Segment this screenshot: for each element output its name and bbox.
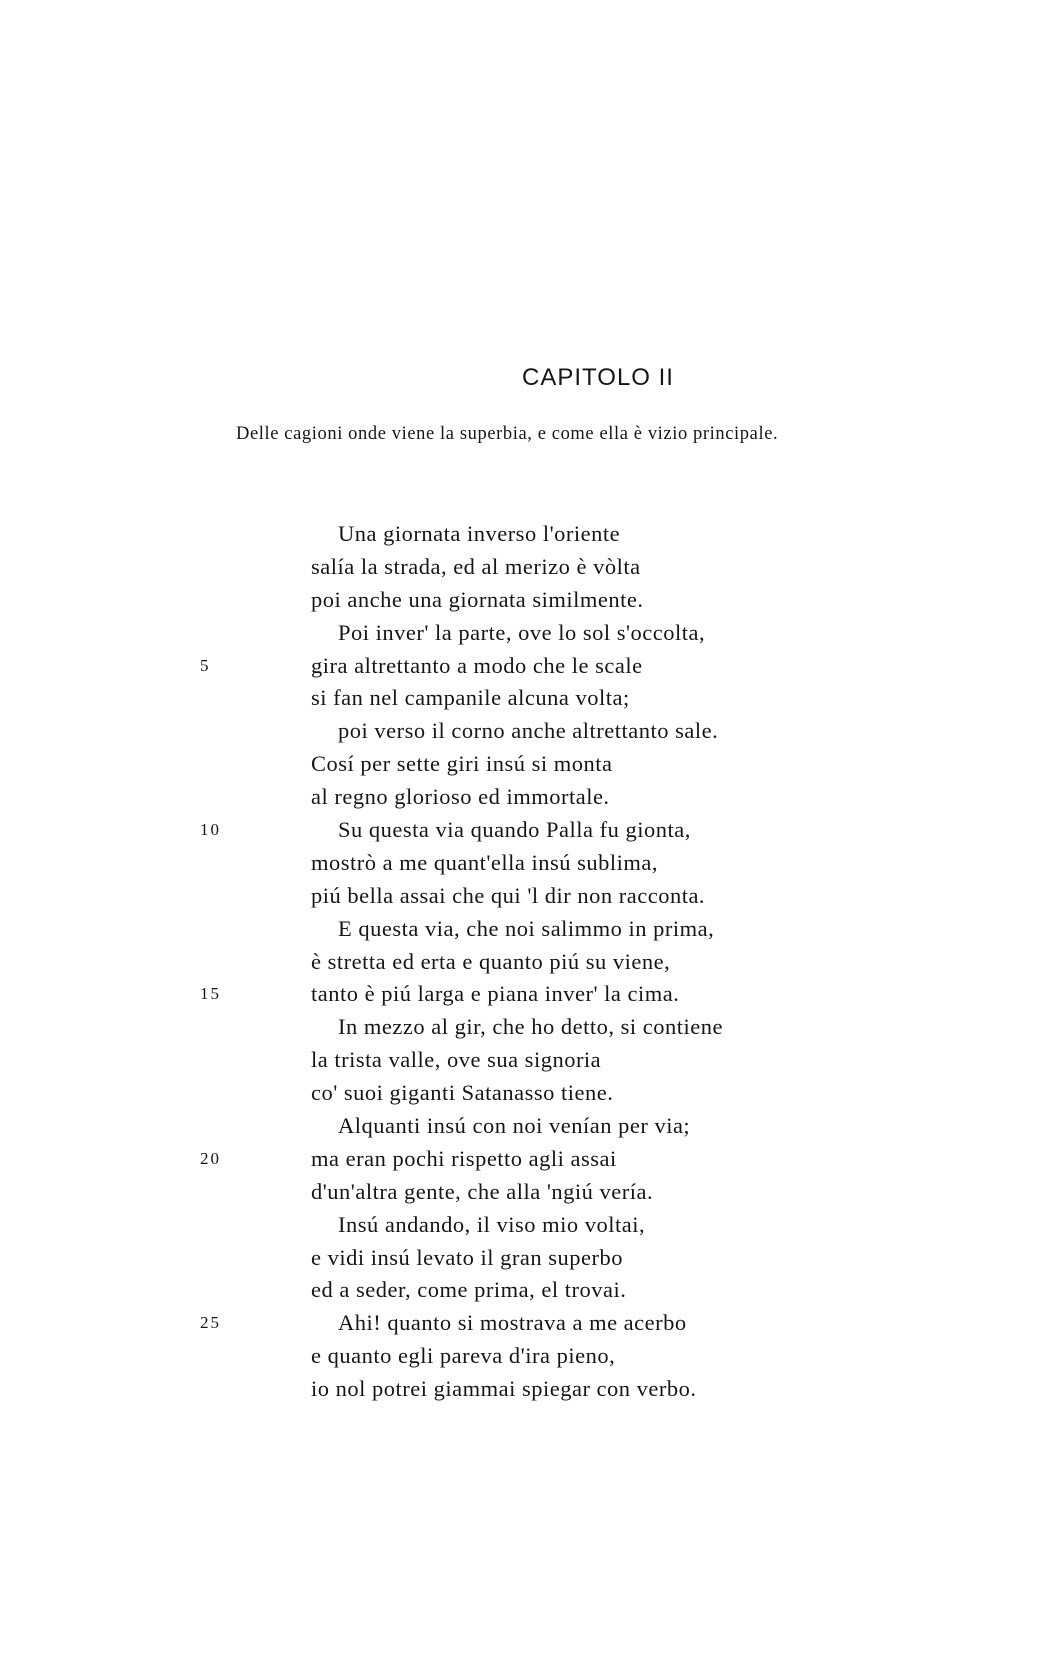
verse-line (0, 682, 1046, 715)
line-number: 25 (200, 1313, 221, 1333)
verse-text: d'un'altra gente, che alla 'ngiú vería. (311, 1178, 654, 1204)
verse-line (0, 1242, 1046, 1275)
verse-line (0, 1044, 1046, 1077)
chapter-summary: Delle cagioni onde viene la superbia, e come ella è vizio principale. (236, 424, 779, 444)
verse-text: Poi inver' la parte, ove lo sol s'occolta, (338, 619, 706, 645)
verse-line (0, 617, 1046, 650)
verse-text: ed a seder, come prima, el trovai. (311, 1277, 627, 1303)
verse-text: Una giornata inverso l'oriente (338, 521, 621, 546)
verse-text: poi anche una giornata similmente. (311, 586, 644, 612)
verse-text: e vidi insú levato il gran superbo (311, 1244, 623, 1270)
verse-text: si fan nel campanile alcuna volta; (311, 685, 630, 711)
verse-line (0, 1110, 1046, 1143)
verse-text: gira altrettanto a modo che le scale (311, 652, 643, 678)
line-number: 20 (200, 1148, 221, 1168)
verse-text: mostrò a me quant'ella insú sublima, (311, 849, 658, 875)
verse-text: e quanto egli pareva d'ira pieno, (311, 1343, 616, 1369)
verse-text: poi verso il corno anche altrettanto sale. (338, 718, 719, 744)
verse-text: Insú andando, il viso mio voltai, (338, 1211, 646, 1237)
verse-line (0, 551, 1046, 584)
verse-text: co' suoi giganti Satanasso tiene. (311, 1080, 614, 1106)
verse-text: Ahi! quanto si mostrava a me acerbo (338, 1310, 687, 1336)
verse-line (0, 913, 1046, 946)
verse-text: Su questa via quando Palla fu gionta, (338, 817, 691, 843)
verse-text: E questa via, che noi salimmo in prima, (338, 915, 715, 941)
verse-text: tanto è piú larga e piana inver' la cima. (311, 981, 680, 1007)
verse-text: io nol potrei giammai spiegar con verbo. (311, 1376, 697, 1402)
verse-text: piú bella assai che qui 'l dir non racconta. (311, 882, 706, 908)
chapter-title: CAPITOLO II (522, 364, 674, 391)
verse-line (0, 847, 1046, 880)
verse-line (0, 978, 1046, 1011)
verse-line (0, 1209, 1046, 1242)
verse-text: ma eran pochi rispetto agli assai (311, 1145, 617, 1171)
verse-text: al regno glorioso ed immortale. (311, 784, 610, 810)
verse-line (0, 781, 1046, 814)
verse-line (0, 814, 1046, 847)
verse-line (0, 1143, 1046, 1176)
verse-line (0, 1011, 1046, 1044)
verse-line (0, 650, 1046, 683)
verse-text: è stretta ed erta e quanto piú su viene, (311, 948, 671, 974)
verse-line (0, 584, 1046, 617)
line-number: 10 (200, 820, 221, 840)
verse-line (0, 1373, 1046, 1406)
line-number: 15 (200, 984, 221, 1004)
verse-line (0, 748, 1046, 781)
verse-text: Cosí per sette giri insú si monta (311, 751, 613, 777)
verse-text: Alquanti insú con noi venían per via; (338, 1113, 691, 1139)
verse-text: In mezzo al gir, che ho detto, si contiene (338, 1014, 723, 1040)
verse-line (0, 1274, 1046, 1307)
verse-line (0, 946, 1046, 979)
verse-line (0, 1176, 1046, 1209)
verse-line (0, 518, 1046, 551)
verse-text: la trista valle, ove sua signoria (311, 1047, 602, 1073)
line-number: 5 (200, 655, 211, 675)
verse-text: salía la strada, ed al merizo è vòlta (311, 553, 641, 579)
verse-line (0, 880, 1046, 913)
verse-line (0, 715, 1046, 748)
verse-line (0, 1077, 1046, 1110)
verse-line (0, 1307, 1046, 1340)
verse-line (0, 1340, 1046, 1373)
poem (0, 518, 1046, 1418)
